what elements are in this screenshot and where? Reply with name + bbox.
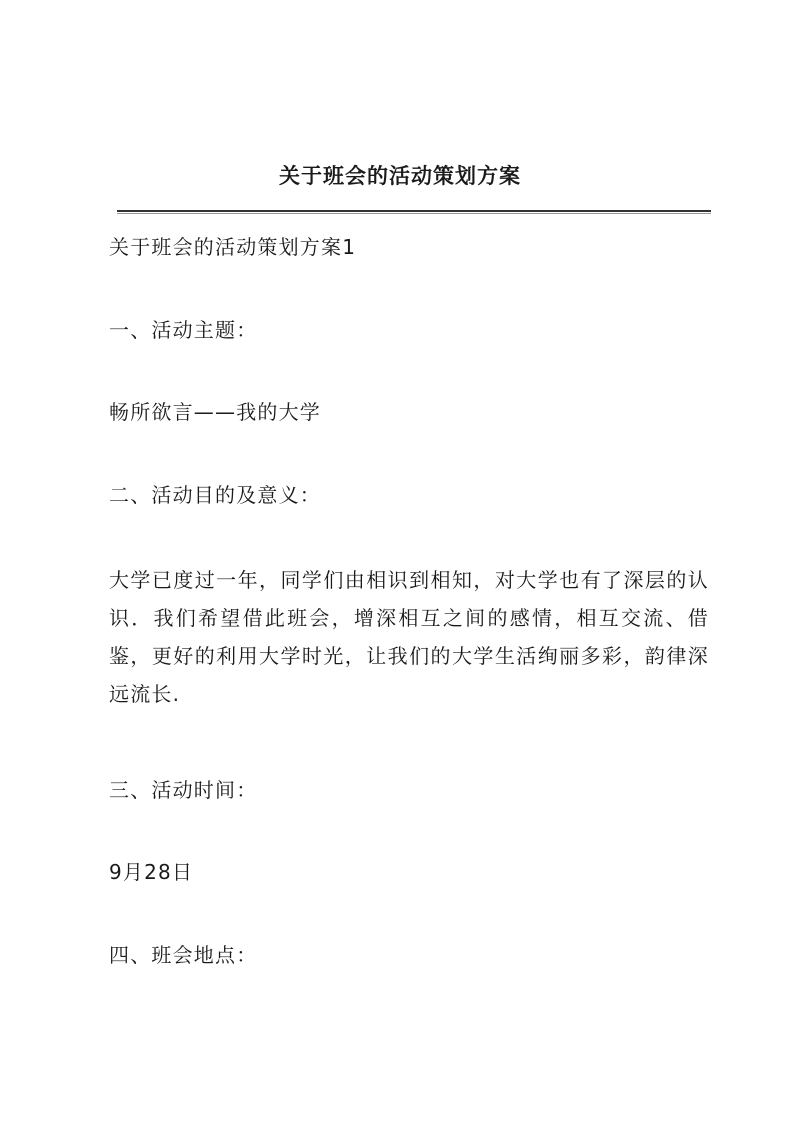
document-title: 关于班会的活动策划方案 [279, 163, 521, 188]
section-2-text: 大学已度过一年，同学们由相识到相知，对大学也有了深层的认识．我们希望借此班会，增深相互之间的感情，相互交流、借鉴，更好的利用大学时光，让我们的大学生活绚丽多彩，韵律深远流长. [109, 568, 709, 706]
section-4-heading: 四、班会地点： [109, 943, 258, 967]
title-divider [117, 210, 711, 212]
title-divider-secondary [117, 213, 711, 214]
section-3-heading: 三、活动时间： [109, 778, 258, 802]
plan-subtitle: 关于班会的活动策划方案1 [109, 235, 357, 259]
section-3-text: 9月28日 [109, 860, 194, 884]
section-1-text: 畅所欲言——我的大学 [109, 400, 321, 424]
section-1-heading: 一、活动主题： [109, 318, 258, 342]
section-2-heading: 二、活动目的及意义： [109, 483, 321, 507]
